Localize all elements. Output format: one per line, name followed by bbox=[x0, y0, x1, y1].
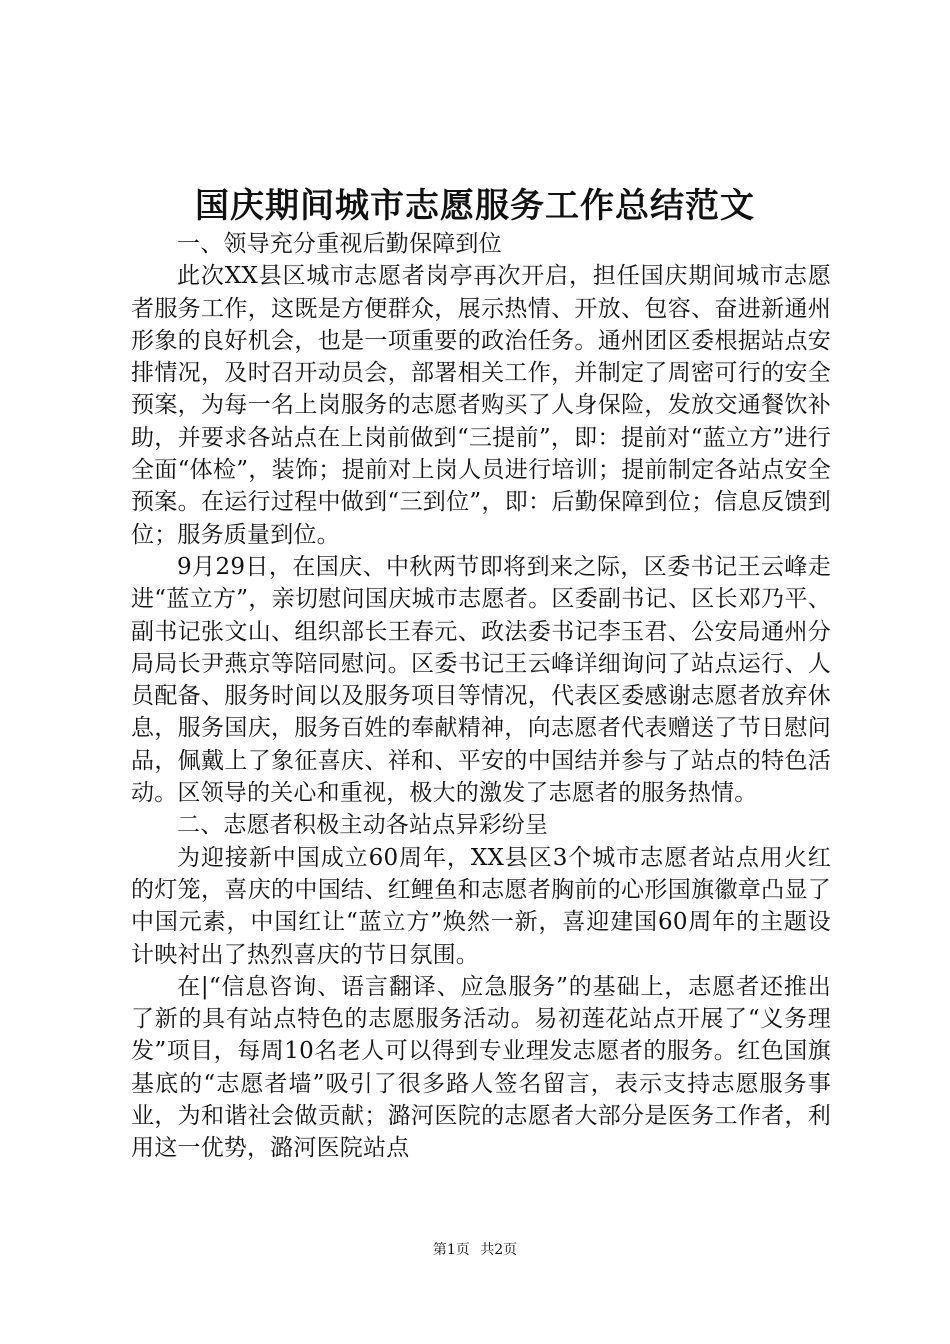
page-footer bbox=[0, 1240, 950, 1260]
paragraph: 为迎接新中国成立60周年，XX县区3个城市志愿者站点用火红的灯笼，喜庆的中国结、红鲤鱼和志愿者胸前的心形国旗徽章凸显了中国元素，中国红让“蓝立方”焕然一新，喜迎建国60周年的主题设计映衬出了热烈喜庆的节日氛围。 bbox=[131, 844, 831, 968]
document-body bbox=[131, 228, 831, 1165]
paragraph: 此次XX县区城市志愿者岗亭再次开启，担任国庆期间城市志愿者服务工作，这既是方便群众，展示热情、开放、包容、奋进新通州形象的良好机会，也是一项重要的政治任务。通州团区委根据站点安排情况，及时召开动员会，部署相关工作，并制定了周密可行的安全预案，为每一名上岗服务的志愿者购买了人身保险，发放交通餐饮补助，并要求各站点在上岗前做到“三提前”，即：提前对“蓝立方”进行全面“体检”，装饰；提前对上岗人员进行培训；提前制定各站点安全预案。在运行过程中做到“三到位”，即：后勤保障到位；信息反馈到位；服务质量到位。 bbox=[131, 263, 831, 548]
page-total: 共2页 bbox=[480, 1242, 518, 1258]
page-number: 第1页 bbox=[432, 1242, 470, 1258]
paragraph: 9月29日，在国庆、中秋两节即将到来之际，区委书记王云峰走进“蓝立方”，亲切慰问国庆城市志愿者。区委副书记、区长邓乃平、副书记张文山、组织部长王春元、政法委书记李玉君、公安局通州分局局长尹燕京等陪同慰问。区委书记王云峰详细询问了站点运行、人员配备、服务时间以及服务项目等情况，代表区委感谢志愿者放弃休息，服务国庆，服务百姓的奉献精神，向志愿者代表赠送了节日慰问品，佩戴上了象征喜庆、祥和、平安的中国结并参与了站点的特色活动。区领导的关心和重视，极大的激发了志愿者的服务热情。 bbox=[131, 553, 831, 807]
section-heading-2: 二、志愿者积极主动各站点异彩纷呈 bbox=[177, 812, 549, 839]
document-title: 国庆期间城市志愿服务工作总结范文 bbox=[195, 186, 755, 226]
section-heading-1: 一、领导充分重视后勤保障到位 bbox=[177, 231, 502, 257]
paragraph: 在|“信息咨询、语言翻译、应急服务”的基础上，志愿者还推出了新的具有站点特色的志愿服务活动。易初莲花站点开展了“义务理发”项目，每周10名老人可以得到专业理发志愿者的服务。红色国旗基底的“志愿者墙”吸引了很多路人签名留言，表示支持志愿服务事业，为和谐社会做贡献；潞河医院的志愿者大部分是医务工作者，利用这一优势，潞河医院站点 bbox=[131, 973, 831, 1162]
